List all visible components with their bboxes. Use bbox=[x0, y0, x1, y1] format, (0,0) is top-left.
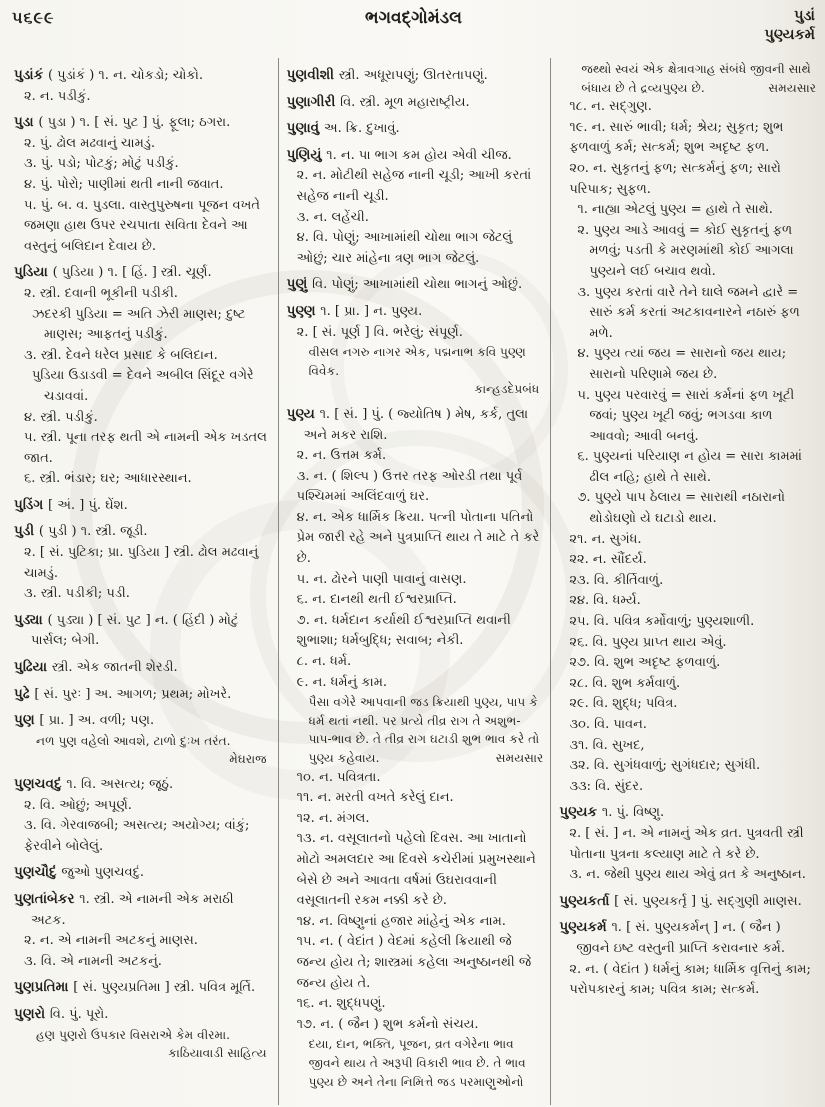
dict-entry: પુણચૌદું જુઓ પુણચવદું. bbox=[14, 864, 145, 881]
column-3 bbox=[550, 58, 823, 1105]
page-number: ૫૬૯૯ bbox=[12, 8, 55, 27]
dict-sub: ૨૬. વિ. પુણ્ય પ્રાપ્ત થાય એવું. bbox=[569, 634, 727, 650]
dict-entry: પુણ્યક ૧. પું. વિષ્ણુ. bbox=[559, 804, 665, 821]
headword: પુણ bbox=[14, 712, 40, 729]
dict-note: દયા, દાન, ભક્તિ, પૂજન, વ્રત વગેરેના ભાવ જીવને થાય તે અરૂપી વિકારી ભાવ છે. તે ભાવ પુણ્ય છે અને તેના નિમિત્તે જડ પરમાણુઓનો bbox=[308, 1037, 526, 1089]
dict-sub: ૧૬. ન. શુદ્ધપણું. bbox=[296, 996, 386, 1012]
dict-note: વીસલ નગરુ નાગર એક, પદ્મનાભ કવિ પુણ્ણ વિવેક. bbox=[308, 345, 526, 378]
dict-sub: ૨૦. ન. સુકૃતનું ફળ; સત્કર્મનું ફળ; સારો પરિપાક; સુફળ. bbox=[569, 160, 781, 197]
dict-sub: ૨૪. વિ. ધર્મ્ય. bbox=[569, 593, 641, 609]
dict-sub: ૯. ન. ધર્મનું કામ. bbox=[296, 674, 388, 690]
dict-entry: પુડ્યા ( પુડ્યા ) [ સં. પુટ ] ન. ( હિંદી ) મોટું પાર્સલ; બેગી. bbox=[14, 611, 239, 649]
dict-sub: ૧૩. ન. વસૂલાતનો પહેલો દિવસ. આ ખાતાનો મોટો અમલદાર આ દિવસે કચેરીમાં પ્રમુખસ્થાને બેસે છે અને આવતા વર્ષમાં ઉઘરાવવાની વસૂલાતની રકમ નક્કી કરે છે. bbox=[296, 831, 536, 909]
dict-cite: કાઠિયાવાડી સાહિત્ય bbox=[168, 1046, 267, 1061]
dict-note: પૈસા વગેરે આપવાની જડ ક્રિયાથી પુણ્ય, પાપ કે ધર્મ થતાં નથી. પર પ્રત્યે તીવ્ર રાગ તે અશુભ-પાપ-ભાવ છે. તે તીવ્ર રાગ ઘટાડી શુભ ભાવ કરે તો પુણ્ય કહેવાય. સમયસાર bbox=[287, 693, 544, 767]
dict-note: નળ પુણ વહેલો આવશે, ટાળો દુઃખ તરંત. bbox=[36, 733, 231, 748]
headword: પુણ્ય bbox=[286, 405, 320, 422]
headword: પુણ્યકર્તા bbox=[559, 892, 615, 909]
dict-cite: કાન્હડદેપ્રબંધ bbox=[474, 382, 540, 397]
page-header bbox=[12, 6, 815, 56]
column-2 bbox=[278, 58, 551, 1105]
dict-entry: પુણ [ પ્રા. ] અ. વળી; પણ. bbox=[14, 712, 155, 729]
dict-entry: પુણ્ણ ૧. [ પ્રા. ] ન. પુણ્ય. bbox=[286, 302, 423, 319]
dict-entry: પુણરો વિ. પું. પૂરો. bbox=[14, 1005, 109, 1022]
dict-sub: ૫. સ્ત્રી. પૂના તરફ થતી એ નામની એક ખડતલ જાત. bbox=[24, 430, 267, 466]
dict-entry: પુણાવું અ. ક્રિ. દુખાવું. bbox=[286, 120, 400, 137]
dict-sub: ૪. સ્ત્રી. પડીકું. bbox=[24, 409, 98, 425]
headword: પુણ્યકર્મ bbox=[559, 919, 612, 936]
dict-entry: પુણ્યકર્મ ૧. [ સં. પુણ્યકર્મન્ ] ન. ( જૈન ) જીવને ઇષ્ટ વસ્તુની પ્રાપ્તિ કરાવનાર કર્મ. bbox=[559, 919, 785, 956]
book-title: ભગવદ્ગોમંડલ bbox=[365, 8, 462, 28]
dict-sub: ૧૫. ન. ( વેદાંત ) વેદમાં કહેલી ક્રિયાથી જે જન્ય હોય તે; શાસ્ત્રમાં કહેલા અનુષ્ઠાનથી જે જન્ય હોય તે. bbox=[296, 934, 532, 991]
dict-sub: ૨. સ્ત્રી. દવાની ભૂકીની પડીકી. bbox=[24, 285, 178, 301]
dict-idiom: ૪. પુણ્ય ત્યાં જય = સારાનો જય થાય; સારાનો પરિણામે જય છે. bbox=[577, 346, 787, 382]
citation: સમયસાર bbox=[768, 80, 817, 95]
headword: પુણિયું bbox=[286, 146, 327, 163]
dict-idiom: ઝદરકી પુડિયા = અતિ ઝેરી માણસ; દુષ્ટ માણસ; આફતનું પડીકું. bbox=[32, 306, 246, 343]
dict-sub: ૩. પું. પડો; પોટકું; મોટું પડીકું. bbox=[24, 156, 179, 172]
dict-entry: પુણ્યકર્તા [ સં. પુણ્યકર્તૃ ] પું. સદ્ગુણી માણસ. bbox=[559, 892, 802, 909]
dict-sub: ૩૩: વિ. સુંદર. bbox=[569, 778, 644, 794]
dict-sub: ૨. [ સં. પૂર્ણ ] વિ. ભરેલું; સંપૂર્ણ. bbox=[296, 324, 463, 340]
dict-idiom: ૧. નાહ્યા એટલું પુણ્ય = હાથે તે સાથે. bbox=[577, 202, 773, 218]
headword: પુણરો bbox=[14, 1005, 50, 1022]
dict-sub: ૩. વિ. એ નામની અટકનું. bbox=[24, 953, 162, 969]
headword: પુણ્યક bbox=[559, 804, 602, 821]
dict-sub: ૨. ન. ઉત્તમ કર્મ. bbox=[296, 448, 387, 464]
dict-sub: ૩. સ્ત્રી. પડીકી; પડી. bbox=[24, 586, 130, 602]
dict-sub: ૨૧. ન. સુગંધ. bbox=[569, 531, 642, 547]
dict-entry: પુણવીશી સ્ત્રી. અધૂરાપણું; ઊતરતાપણું. bbox=[286, 67, 488, 83]
dict-sub: ૩. ન. જેથી પુણ્ય થાય એવું વ્રત કે અનુષ્ઠાન. bbox=[569, 867, 806, 883]
dict-sub: ૨. ન. પડીકું. bbox=[24, 88, 91, 104]
dict-sub: ૨૨. ન. સૌંદર્ય. bbox=[569, 552, 647, 568]
headword: પુણું bbox=[286, 276, 313, 293]
headword: પુઢે bbox=[14, 685, 35, 702]
headword-range-first: પુડાં bbox=[794, 7, 815, 24]
headword: પુણ્ણ bbox=[286, 302, 321, 319]
dict-entry: પુણિયું ૧. ન. પા ભાગ કમ હોય એવી ચીજ. bbox=[286, 146, 512, 163]
dict-entry: પુઢે [ સં. પુરઃ ] અ. આગળ; પ્રથમ; મોખરે. bbox=[14, 685, 232, 702]
headword: પુડી bbox=[14, 523, 39, 540]
dict-sub: ૨૭. વિ. શુભ અદૃષ્ટ ફળવાળું. bbox=[569, 655, 721, 671]
headword: પુડિંગ bbox=[14, 496, 49, 513]
dict-entry: પુડા ( પુડા ) ૧. [ સં. પુટ ] પું. ફૂલા; ઠગરા. bbox=[14, 114, 231, 131]
dict-sub: ૨. [ સં. પુટિકા; પ્રા. પુડિયા ] સ્ત્રી. ઢોલ મઢવાનું ચામડું. bbox=[24, 545, 259, 581]
dict-idiom: ૨. પુણ્ય આડે આવવું = કોઈ સુકૃતનું ફળ મળવું; પડતી કે મરણમાંથી કોઈ આગલા પુણ્યને લઈ બચાવ થવો. bbox=[577, 222, 794, 279]
dict-sub: ૧૪. ન. વિષ્ણુનાં હજાર માંહેનું એક નામ. bbox=[296, 913, 506, 929]
dict-sub: ૧૦. ન. પવિત્રતા. bbox=[296, 769, 381, 785]
dict-idiom: ૩. પુણ્ય કરતાં વારે તેને ઘાલે જમને દ્વારે = સારું કર્મ કરતાં અટકાવનારને નઠારું ફળ મળે. bbox=[577, 284, 800, 341]
dict-sub: ૨૯. વિ. શુદ્ધ; પવિત્ર. bbox=[569, 696, 678, 712]
dict-note: હણ પુણરો ઉપકાર વિસરાએ કેમ વીરમા. bbox=[36, 1027, 230, 1042]
headword: પુણવીશી bbox=[286, 67, 339, 83]
dict-sub: ૨. ન. એ નામની અટકનું માણસ. bbox=[24, 933, 198, 949]
dict-sub: ૩૨. વિ. સુગંધવાળું; સુગંધદાર; સુગંધી. bbox=[569, 758, 761, 774]
dict-entry: પુડી ( પુડી ) ૧. સ્ત્રી. જૂડી. bbox=[14, 523, 148, 540]
headword: પુણચૌદું bbox=[14, 864, 62, 881]
dict-sub: ૨. ન. ( વેદાંત ) ધર્મનું કામ; ધાર્મિક વૃત્તિનું કામ; પરોપકારનું કામ; પવિત્ર કામ; સત્કર્મ. bbox=[569, 961, 811, 998]
dict-idiom: ૭. પુણ્યે પાપ ઠેલાય = સારાથી નઠારાનો થોડોઘણો યે ઘટાડો થાય. bbox=[577, 490, 785, 527]
dict-entry: પુણચવદું ૧. વિ. અસત્ય; જૂઠું. bbox=[14, 776, 174, 792]
headword: પુણપ્રતિમા bbox=[14, 979, 74, 996]
dict-sub: ૪. ન. એક ધાર્મિક ક્રિયા. પત્ની પોતાના પતિનો પ્રેમ જારી રહે અને પુત્રપ્રાપ્તિ થાય તે માટે તે કરે છે. bbox=[296, 509, 540, 567]
text-columns bbox=[6, 58, 823, 1105]
dict-entry: પુઢિયા સ્ત્રી. એક જાતની શેરડી. bbox=[14, 659, 178, 676]
dict-sub: ૩. વિ. ગેરવાજબી; અસત્ય; અયોગ્ય; વાંકું; ફેરવીને બોલેલું. bbox=[24, 818, 250, 854]
dict-entry: પુડાંકં ( પુડાંકં ) ૧. ન. ચોકડો; ચોકો. bbox=[14, 67, 203, 83]
dict-entry: પુણ્ય ૧. [ સં. ] પું. ( જ્યોતિષ ) મેષ, કર્ક, તુલા અને મકર રાશિ. bbox=[286, 405, 529, 443]
citation: સમયસાર bbox=[495, 751, 544, 765]
dict-idiom: ૫. પુણ્ય પરવારવું = સારાં કર્મનાં ફળ ખૂટી જવાં; પુણ્ય ખૂટી જવું; ભગડવા કાળ આવવો; આવી બનવું. bbox=[577, 387, 795, 444]
headword: પુડા bbox=[14, 114, 39, 131]
dict-sub: ૪. વિ. પોણું; આખામાંથી ચોથા ભાગ જેટલું ઓછું; ચાર માંહેના ત્રણ ભાગ જેટલું. bbox=[296, 230, 513, 266]
dict-sub: ૩. ન. લહેંચી. bbox=[296, 209, 369, 225]
dict-sub: ૨. [ સં. ] ન. એ નામનું એક વ્રત. પુત્રવતી સ્ત્રી પોતાના પુત્રના કલ્યાણ માટે તે કરે છે. bbox=[569, 825, 804, 862]
headword-range-last: પુણ્યકર્મ bbox=[764, 26, 815, 43]
headword: પુડ્યા bbox=[14, 611, 48, 628]
headword: પુણતાંબેકર bbox=[14, 890, 80, 907]
dict-sub: ૩. સ્ત્રી. દેવને ધરેલ પ્રસાદ કે બલિદાન. bbox=[24, 347, 218, 363]
dict-entry: પુણાગીરી વિ. સ્ત્રી. મૂળ મહારાષ્ટ્રીય. bbox=[286, 93, 470, 110]
dict-idiom: ૬. પુણ્યનાં પરિયાણ ન હોય = સારા કામમાં ઢીલ નહિ; હાથે તે સાથે. bbox=[577, 449, 802, 485]
headword-range bbox=[764, 6, 815, 44]
dict-sub: ૧૭. ન. ( જૈન ) શુભ કર્મનો સંચય. bbox=[296, 1016, 479, 1032]
dict-note: જથ્થો સ્વયં એક ક્ષેત્રાવગાહ સંબંધે જીવની સાથે બંધાય છે તે દ્રવ્યપુણ્ય છે. સમયસાર bbox=[559, 60, 816, 97]
dict-sub: ૫. પું. બ. વ. પુડલા. વાસ્તુપુરુષના પૂજન વખતે જમણા હાથ ઉપર રચપાતા સવિતા દેવને આ વસ્તુનું બલિદાન દેવાય છે. bbox=[24, 197, 260, 254]
headword: પુઢિયા bbox=[14, 659, 52, 676]
dict-sub: ૧૨. ન. મંગલ. bbox=[296, 810, 370, 826]
dict-sub: ૩૦. વિ. પાવન. bbox=[569, 717, 647, 732]
headword: પુડિયા bbox=[14, 264, 53, 281]
dict-sub: ૧૮. ન. સદ્ગુણ. bbox=[569, 99, 652, 115]
dict-sub: ૬. ન. દાનથી થતી ઈશ્વરપ્રાપ્તિ. bbox=[296, 592, 457, 608]
dict-sub: ૭. ન. ધર્મદાન કર્યાથી ઈશ્વરપ્રાપ્તિ થવાની શુભાશા; ધર્મબુદ્ધિ; સવાબ; નેકી. bbox=[296, 612, 511, 649]
dict-cite: મેઘરાજ bbox=[229, 752, 267, 767]
dict-sub: ૮. ન. ધર્મ. bbox=[296, 654, 352, 670]
dict-sub: ૨. ન. મોટીથી સહેજ નાની ચૂડી; આખી કરતાં સહેજ નાની ચૂડી. bbox=[296, 168, 532, 204]
dict-entry: પુડિયા ( પુડિયા ) ૧. [ હિં. ] સ્ત્રી. ચૂર્ણ. bbox=[14, 264, 212, 281]
dict-sub: ૨. પું. ઢોલ મઢવાનું ચામડું. bbox=[24, 135, 156, 151]
dict-sub: ૫. ન. ઢોરને પાણી પાવાનું વાસણ. bbox=[296, 571, 467, 587]
headword: પુણચવદું bbox=[14, 776, 67, 792]
dict-sub: ૨૮. વિ. શુભ કર્મવાળું. bbox=[569, 675, 681, 691]
dict-sub: ૧૧. ન. મરતી વખતે કરેલું દાન. bbox=[296, 790, 454, 806]
dict-sub: ૧૯. ન. સારું ભાવી; ધર્મ; શ્રેય; સુકૃત; શુભ ફળવાળું કર્મ; સત્કર્મ; શુભ અદૃષ્ટ ફળ. bbox=[569, 119, 784, 156]
dict-sub: ૬. સ્ત્રી. ભંડાર; ઘર; આધારસ્થાન. bbox=[24, 471, 192, 487]
dict-sub: ૪. પું. પોરો; પાણીમાં થતી નાની જવાત. bbox=[24, 176, 224, 192]
headword: પુડાંકં bbox=[14, 67, 48, 83]
dict-sub: ૨. વિ. ઓછું; અપૂર્ણ. bbox=[24, 797, 132, 813]
dict-sub: ૩૧. વિ. સુખદ, bbox=[569, 737, 645, 753]
dict-entry: પુડિંગ [ અં. ] પું. ઘેંશ. bbox=[14, 496, 128, 513]
headword: પુણાવું bbox=[286, 120, 324, 137]
dict-entry: પુણપ્રતિમા [ સં. પુણ્યપ્રતિમા ] સ્ત્રી. પવિત્ર મૂર્તિ. bbox=[14, 979, 256, 996]
dict-idiom: પુડિયા ઉડાડવી = દેવને અબીલ સિંદૂર વગેરે ચડાવવાં. bbox=[32, 368, 254, 404]
dict-sub: ૨૩. વિ. કીર્તિવાળું. bbox=[569, 572, 664, 588]
dict-entry: પુણું વિ. પોણું; આખામાંથી ચોથા ભાગનું ઓછું. bbox=[286, 276, 523, 293]
headword: પુણાગીરી bbox=[286, 93, 341, 110]
dict-sub: ૩. ન. ( શિલ્પ ) ઉત્તર તરફ ઓરડી તથા પૂર્વ પશ્ચિમમાં અલિંદવાળું ઘર. bbox=[296, 468, 523, 505]
dict-sub: ૨૫. વિ. પવિત્ર કર્મોવાળું; પુણ્યશાળી. bbox=[569, 614, 755, 630]
column-1 bbox=[6, 58, 278, 1105]
dict-entry: પુણતાંબેકર ૧. સ્ત્રી. એ નામની એક મરાઠી અટક. bbox=[14, 890, 234, 928]
